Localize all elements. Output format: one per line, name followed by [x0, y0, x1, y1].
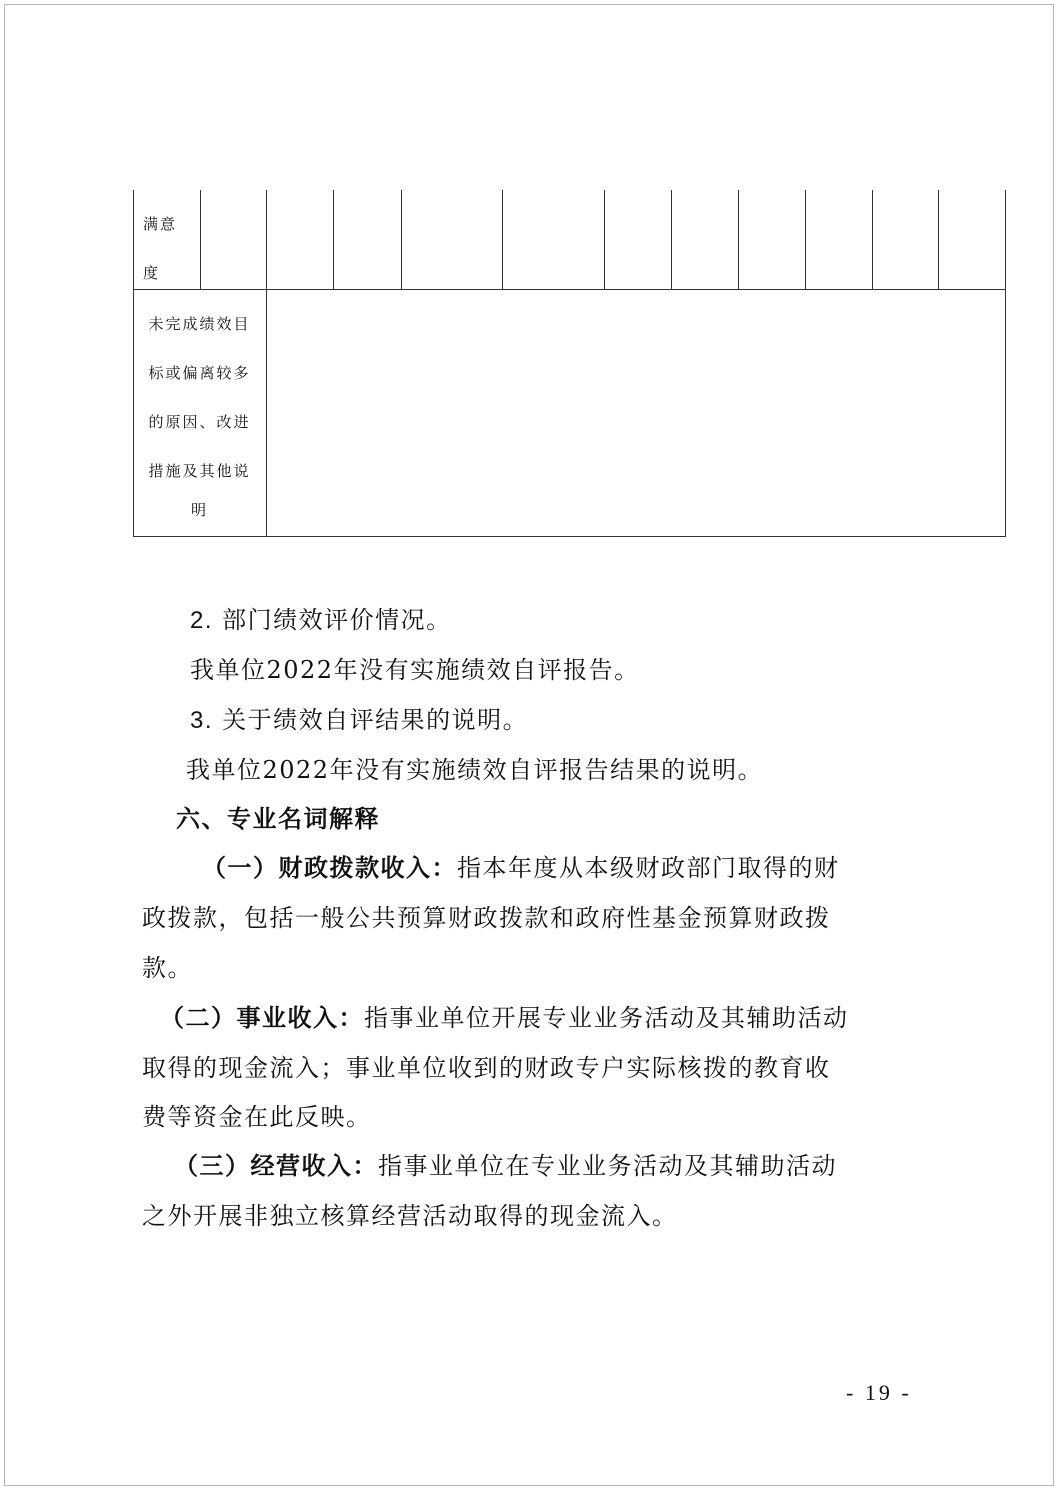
page-number: - 19 - [846, 1380, 912, 1405]
section-3-heading [190, 700, 528, 735]
unmet-label-line-2: 标或偏离较多 [148, 364, 251, 382]
definition-2-line-2: 取得的现金流入；事业单位收到的财政专户实际核拨的教育收 [142, 1054, 831, 1082]
section-2-body: 我单位2022年没有实施绩效自评报告。 [190, 656, 640, 684]
section-3-body: 我单位2022年没有实施绩效自评报告结果的说明。 [186, 756, 764, 784]
unmet-label-line-3: 的原因、改进 [148, 413, 251, 431]
table-column-divider [805, 190, 806, 290]
table-column-divider [671, 190, 672, 290]
table-right-border [1005, 190, 1006, 537]
section-2-number: 2. [190, 607, 214, 634]
table-column-divider [502, 190, 503, 290]
section-6-heading: 六、专业名词解释 [176, 805, 380, 833]
definition-3-line-2: 之外开展非独立核算经营活动取得的现金流入。 [142, 1202, 678, 1230]
table-column-divider [401, 190, 402, 290]
definition-3-text-1: 指事业单位在专业业务活动及其辅助活动 [378, 1152, 837, 1180]
satisfaction-label-line-1: 满意 [143, 215, 178, 233]
definition-3-term: （三）经营收入： [174, 1151, 378, 1180]
definition-1-line-1 [202, 848, 840, 883]
section-2-title: 部门绩效评价情况。 [222, 606, 452, 634]
section-3-number: 3. [190, 707, 214, 734]
definition-1-line-2: 政拨款，包括一般公共预算财政拨款和政府性基金预算财政拨 [142, 904, 831, 932]
section-3-title: 关于绩效自评结果的说明。 [222, 706, 529, 734]
satisfaction-label-line-2: 度 [143, 264, 161, 282]
definition-2-line-1 [160, 998, 849, 1033]
definition-2-line-3: 费等资金在此反映。 [142, 1103, 372, 1131]
section-2-heading [190, 600, 452, 635]
table-column-divider [938, 190, 939, 290]
definition-1-text-1: 指本年度从本级财政部门取得的财 [457, 854, 840, 882]
table-bottom-border [133, 536, 1006, 537]
table-column-divider [738, 190, 739, 290]
definition-3-line-1 [174, 1146, 837, 1181]
unmet-label-line-1: 未完成绩效目 [148, 315, 251, 333]
table-column-divider [200, 190, 201, 290]
table-row-divider [133, 289, 1006, 290]
unmet-label-line-5: 明 [190, 501, 208, 519]
definition-1-line-3: 款。 [142, 954, 193, 982]
table-column-divider [872, 190, 873, 290]
unmet-label-line-4: 措施及其他说 [148, 462, 251, 480]
definition-2-term: （二）事业收入： [160, 1003, 364, 1032]
table-label-column-divider [266, 190, 267, 537]
performance-table [133, 190, 1006, 537]
definition-2-text-1: 指事业单位开展专业业务活动及其辅助活动 [364, 1004, 849, 1032]
table-column-divider [333, 190, 334, 290]
definition-1-term: （一）财政拨款收入： [202, 853, 457, 882]
table-column-divider [604, 190, 605, 290]
